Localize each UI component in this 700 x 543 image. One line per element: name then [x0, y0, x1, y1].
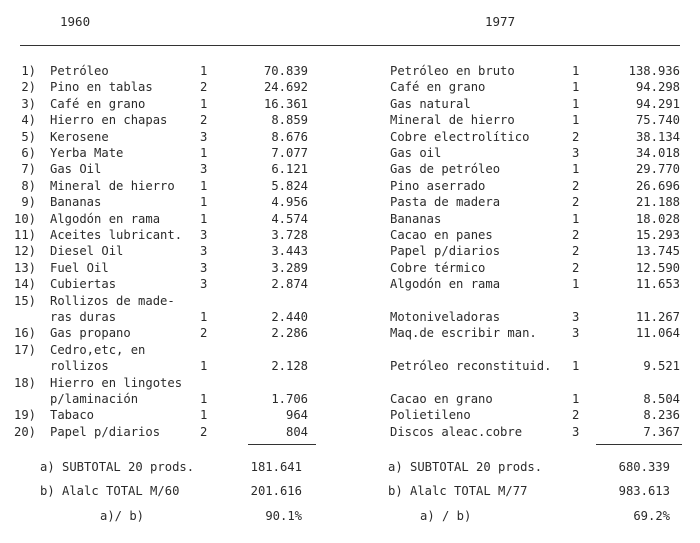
- value: 138.936: [628, 64, 680, 78]
- product-name: Petróleo en bruto: [390, 64, 515, 78]
- category-code: 1: [572, 113, 580, 128]
- product-name: Gas Oil: [50, 162, 102, 177]
- product-name: Cobre térmico: [390, 260, 486, 275]
- value: 6.121: [271, 162, 308, 177]
- product-name: Gas propano: [50, 326, 131, 341]
- category-code: 2: [572, 228, 580, 242]
- row-number: 15): [13, 293, 36, 308]
- product-name: Hierro en lingotes: [50, 375, 183, 390]
- summary-label: a) / b): [420, 509, 472, 523]
- value: 13.745: [635, 244, 680, 259]
- value: 18.028: [635, 211, 680, 226]
- product-name: Café en grano: [50, 96, 146, 111]
- value: 8.859: [271, 113, 308, 128]
- row-number: 16): [13, 326, 36, 341]
- category-code: 1: [200, 310, 208, 324]
- product-name: Diesel Oil: [50, 244, 124, 259]
- category-code: 1: [572, 64, 580, 78]
- product-name: Rollizos de made-: [50, 293, 175, 308]
- value: 11.653: [635, 277, 680, 292]
- category-code: 1: [200, 178, 208, 193]
- product-name: p/laminación: [50, 392, 139, 406]
- product-name: ras duras: [50, 310, 117, 324]
- category-code: 1: [200, 408, 208, 423]
- product-name: Discos aleac.cobre: [390, 424, 523, 439]
- category-code: 3: [572, 310, 580, 324]
- value: 804: [285, 424, 308, 439]
- value: 9.521: [643, 359, 680, 374]
- value: 26.696: [635, 178, 680, 193]
- summary-value: 69.2%: [633, 509, 670, 523]
- row-number: 5): [21, 129, 36, 144]
- product-name: Cubiertas: [50, 277, 117, 292]
- value: 1.706: [271, 392, 308, 406]
- category-code: 1: [200, 195, 208, 210]
- product-name: Cacao en grano: [390, 392, 493, 406]
- value: 964: [285, 408, 308, 423]
- category-code: 2: [572, 408, 580, 423]
- row-number: 18): [13, 375, 36, 390]
- value: 75.740: [635, 113, 680, 128]
- category-code: 1: [572, 96, 580, 111]
- summary-label: a) SUBTOTAL 20 prods.: [388, 460, 543, 474]
- summary-label: a)/ b): [100, 509, 145, 523]
- row-number: 20): [13, 424, 36, 439]
- value: 4.956: [271, 195, 308, 210]
- category-code: 1: [200, 64, 208, 78]
- value: 11.064: [635, 326, 680, 341]
- product-name: Pino en tablas: [50, 80, 153, 95]
- category-code: 3: [200, 162, 208, 177]
- value: 3.728: [271, 228, 308, 242]
- value: 7.077: [271, 146, 308, 160]
- value: 5.824: [271, 178, 308, 193]
- product-name: Mineral de hierro: [50, 178, 175, 193]
- category-code: 2: [572, 195, 580, 210]
- summary-value: 181.641: [250, 460, 302, 474]
- product-name: Petróleo reconstituid.: [390, 359, 552, 374]
- category-code: 1: [572, 162, 580, 177]
- category-code: 3: [200, 277, 208, 292]
- category-code: 1: [200, 96, 208, 111]
- category-code: 2: [572, 260, 580, 275]
- value: 15.293: [635, 228, 680, 242]
- product-name: Tabaco: [50, 408, 95, 423]
- category-code: 1: [572, 211, 580, 226]
- category-code: 2: [572, 129, 580, 144]
- year-header-1977: 1977: [485, 14, 516, 29]
- product-name: Cacao en panes: [390, 228, 493, 242]
- value: 7.367: [643, 424, 680, 439]
- value: 94.291: [635, 96, 680, 111]
- summary-value: 680.339: [618, 460, 670, 474]
- value: 8.236: [643, 408, 680, 423]
- row-number: 9): [21, 195, 36, 210]
- category-code: 2: [200, 113, 208, 128]
- row-number: 1): [21, 64, 36, 78]
- value: 29.770: [635, 162, 680, 177]
- value: 34.018: [635, 146, 680, 160]
- row-number: 12): [13, 244, 36, 259]
- value: 2.440: [271, 310, 308, 324]
- category-code: 3: [572, 326, 580, 341]
- row-number: 11): [13, 228, 36, 242]
- category-code: 1: [572, 277, 580, 292]
- value: 8.504: [643, 392, 680, 406]
- value: 3.289: [271, 260, 308, 275]
- summary-label: b) Alalc TOTAL M/60: [40, 484, 180, 498]
- row-number: 14): [13, 277, 36, 292]
- value: 4.574: [271, 211, 308, 226]
- row-number: 10): [13, 211, 36, 226]
- value: 94.298: [635, 80, 680, 95]
- category-code: 3: [200, 228, 208, 242]
- product-name: Café en grano: [390, 80, 486, 95]
- product-name: Algodón en rama: [50, 211, 161, 226]
- value: 2.128: [271, 359, 308, 374]
- product-name: Kerosene: [50, 129, 109, 144]
- value: 38.134: [635, 129, 680, 144]
- header-rule: [20, 45, 680, 46]
- value: 8.676: [271, 129, 308, 144]
- subtotal-rule-1977: [596, 444, 682, 445]
- product-name: rollizos: [50, 359, 109, 374]
- category-code: 1: [572, 80, 580, 95]
- value: 2.286: [271, 326, 308, 341]
- product-name: Bananas: [50, 195, 102, 210]
- category-code: 2: [200, 424, 208, 439]
- category-code: 3: [200, 244, 208, 259]
- category-code: 1: [572, 359, 580, 374]
- row-number: 19): [13, 408, 36, 423]
- product-name: Polietileno: [390, 408, 471, 423]
- product-name: Maq.de escribir man.: [390, 326, 537, 341]
- summary-value: 983.613: [618, 484, 670, 498]
- category-code: 3: [200, 129, 208, 144]
- category-code: 3: [572, 146, 580, 160]
- value: 11.267: [635, 310, 680, 324]
- row-number: 4): [21, 113, 36, 128]
- value: 2.874: [271, 277, 308, 292]
- value: 16.361: [263, 96, 308, 111]
- row-number: 13): [13, 260, 36, 275]
- row-number: 6): [21, 146, 36, 160]
- category-code: 3: [200, 260, 208, 275]
- product-name: Bananas: [390, 211, 442, 226]
- value: 70.839: [263, 64, 308, 78]
- product-name: Papel p/diarios: [50, 424, 161, 439]
- product-name: Aceites lubricant.: [50, 228, 183, 242]
- row-number: 8): [21, 178, 36, 193]
- value: 21.188: [635, 195, 680, 210]
- category-code: 1: [200, 211, 208, 226]
- row-number: 3): [21, 96, 36, 111]
- product-name: Yerba Mate: [50, 146, 124, 160]
- summary-label: b) Alalc TOTAL M/77: [388, 484, 528, 498]
- product-name: Cobre electrolítico: [390, 129, 530, 144]
- summary-value: 90.1%: [265, 509, 302, 523]
- product-name: Cedro,etc, en: [50, 342, 146, 357]
- product-name: Petróleo: [50, 64, 109, 78]
- category-code: 1: [200, 392, 208, 406]
- row-number: 2): [21, 80, 36, 95]
- category-code: 1: [572, 392, 580, 406]
- value: 24.692: [263, 80, 308, 95]
- row-number: 7): [21, 162, 36, 177]
- summary-value: 201.616: [250, 484, 302, 498]
- product-name: Mineral de hierro: [390, 113, 515, 128]
- value: 3.443: [271, 244, 308, 259]
- product-name: Pasta de madera: [390, 195, 501, 210]
- product-name: Gas natural: [390, 96, 471, 111]
- category-code: 3: [572, 424, 580, 439]
- product-name: Algodón en rama: [390, 277, 501, 292]
- product-name: Gas de petróleo: [390, 162, 501, 177]
- product-name: Pino aserrado: [390, 178, 486, 193]
- product-name: Fuel Oil: [50, 260, 109, 275]
- year-header-1960: 1960: [60, 14, 91, 29]
- category-code: 2: [200, 326, 208, 341]
- category-code: 2: [572, 244, 580, 259]
- category-code: 2: [572, 178, 580, 193]
- category-code: 1: [200, 146, 208, 160]
- summary-label: a) SUBTOTAL 20 prods.: [40, 460, 195, 474]
- product-name: Motoniveladoras: [390, 310, 501, 324]
- product-name: Hierro en chapas: [50, 113, 168, 128]
- category-code: 2: [200, 80, 208, 95]
- row-number: 17): [13, 342, 36, 357]
- value: 12.590: [635, 260, 680, 275]
- subtotal-rule-1960: [248, 444, 316, 445]
- category-code: 1: [200, 359, 208, 374]
- product-name: Gas oil: [390, 146, 442, 160]
- product-name: Papel p/diarios: [390, 244, 501, 259]
